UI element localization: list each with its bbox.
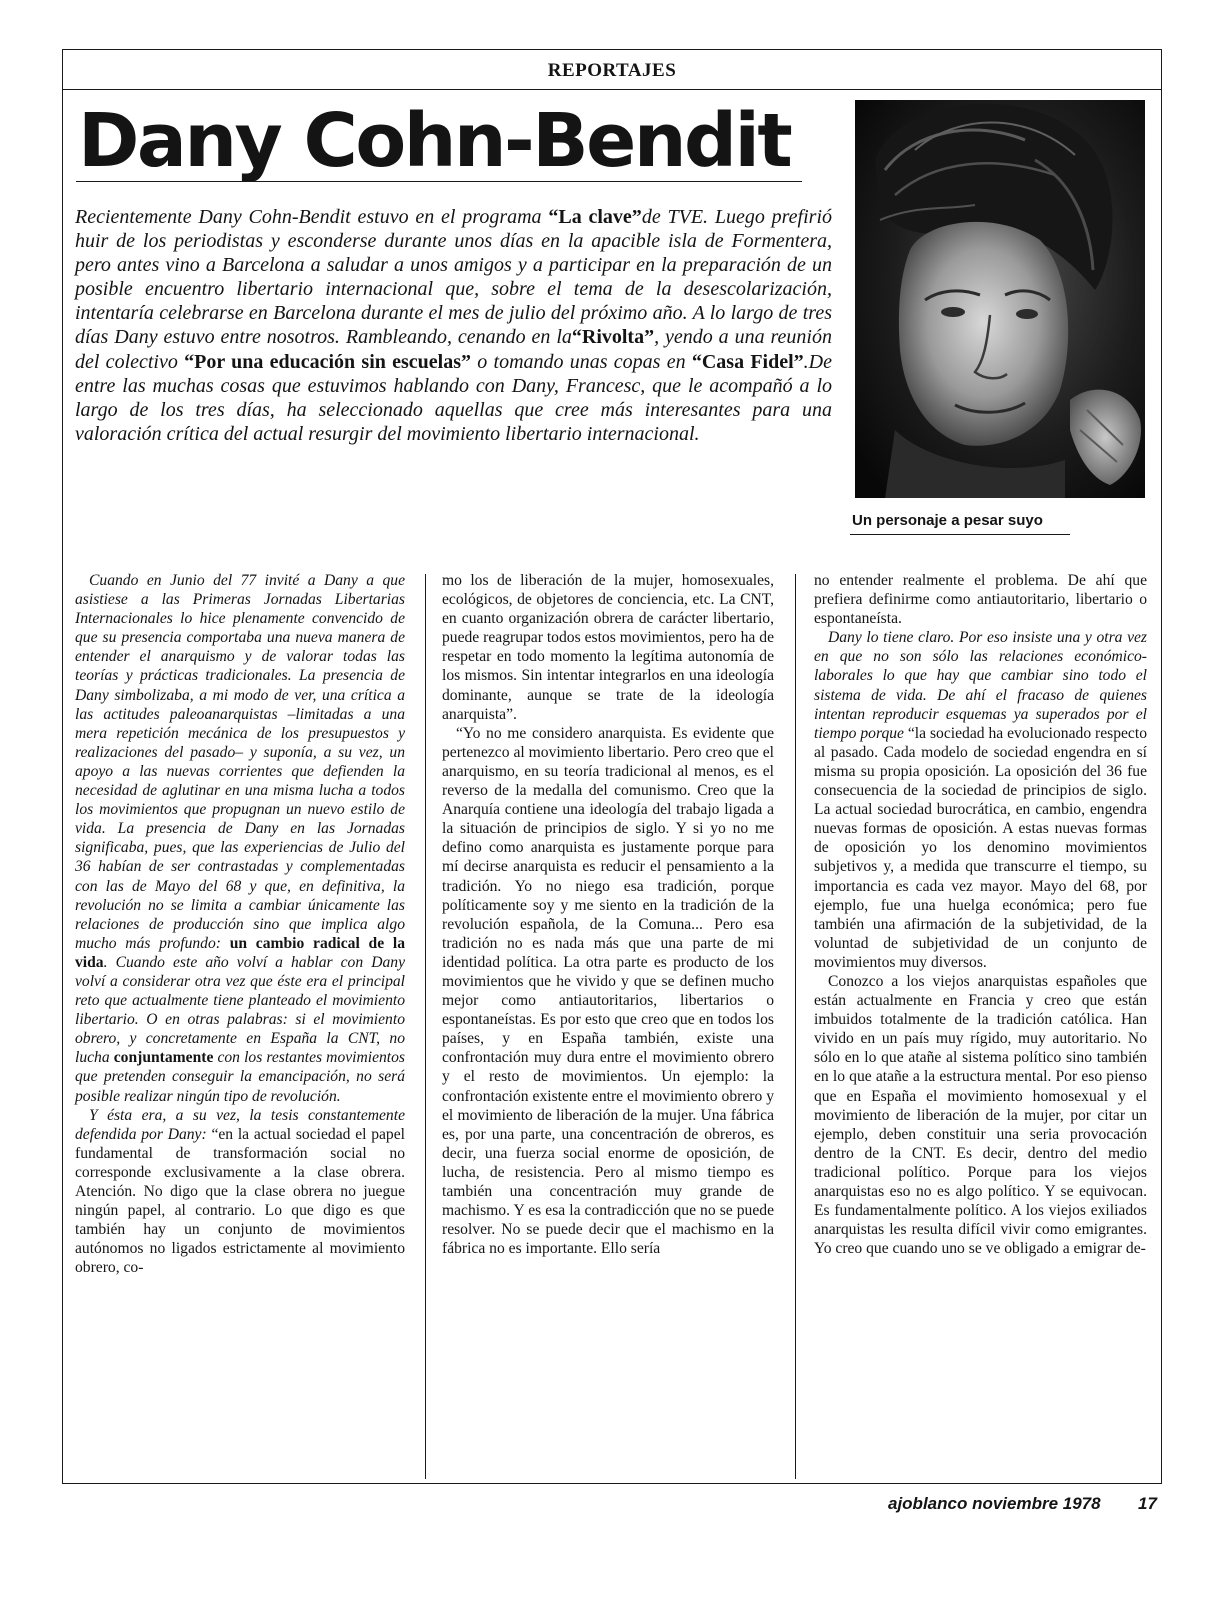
paragraph: Conozco a los viejos anarquistas españoles que están actualmente en Francia y creo que están imbuidos totalmente de la tradición católica. Han vivido en un país muy rígido, muy autoritario. No sólo en lo que atañe al sistema político sino también en lo que atañe a la estructura mental. Por eso pienso que en España el movimiento homosexual y el movimiento de liberación de la mujer, por citar un ejemplo, deben constituir una seria provocación dentro de la CNT. Es decir, dentro del medio tradicional político. Porque para los viejos anarquistas eso no es algo político. Y se equivocan. Es fundamentalmente político. A los viejos exiliados anarquistas les resulta difícil vivir como emigrantes. Yo creo que cuando uno se ve obligado a emigrar de- (814, 972, 1147, 1258)
column-separator (425, 574, 426, 1479)
intro-paragraph: Recientemente Dany Cohn-Bendit estuvo en el programa “La clave”de TVE. Luego prefirió huir de los periodistas y esconderse durante unos días en la apacible isla de Formentera, pero antes vino a Barcelona a saludar a unos amigos y a participar en la preparación de un posible encuentro libertario internacional que, sobre el tema de la desescolarización, intentaría celebrarse en Barcelona durante el mes de julio del próximo año. A lo largo de tres días Dany estuvo entre nosotros. Rambleando, cenando en la“Rivolta”, yendo a una reunión del colectivo “Por una educación sin escuelas” o tomando unas copas en “Casa Fidel”.De entre las muchas cosas que estuvimos hablando con Dany, Francesc, que le acompañó a lo largo de los tres días, ha seleccionado aquellas que cree más interesantes para una valoración crítica del actual resurgir del movimiento libertario internacional. (75, 206, 832, 445)
portrait-photo (855, 100, 1145, 498)
paragraph: Y ésta era, a su vez, la tesis constantemente defendida por Dany: “en la actual sociedad el papel fundamental de transformación social no corresponde exclusivamente a la clase obrera. Atención. No digo que la clase obrera no juegue ningún papel, al contrario. Lo que digo es que también hay un conjunto de movimientos autónomos no ligados estrictamente al movimiento obrero, co- (75, 1106, 405, 1277)
paragraph: “Yo no me considero anarquista. Es evidente que pertenezco al movimiento libertario. Pero creo que el anarquismo, en su teoría tradicional al menos, es el reverso de la medalla del comunismo. Creo que la Anarquía contiene una ideología del trabajo ligada a la situación de principios de siglo. Y si yo no me defino como anarquista es justamente porque para mí decirse anarquista es reducir el pensamiento a la tradición. Yo no niego esa tradición, porque políticamente soy y me siento en la tradición de la revolución española, de la Comuna... Pero esa tradición no es nada más que una parte de mi identidad política. La otra parte es producto de los movimientos que he vivido y que se definen mucho mejor como antiautoritarios, libertarios o espontaneístas. Es por esto que creo que en todos los países, y en España también, existe una confrontación muy dura entre el movimiento obrero y el resto de movimientos. Un ejemplo: la confrontación existente entre el movimiento obrero y el movimiento de liberación de la mujer. Una fábrica es, por una parte, una concentración de obreros, es decir, una fuerza social enorme de oposición, de lucha, de resistencia. Pero al mismo tiempo es también una concentración muy grande de machismo. Y es esa la contradicción que no se puede resolver. No se puede decir que el machismo en la fábrica no es importante. Ello sería (442, 724, 774, 1258)
caption-rule (850, 534, 1070, 535)
article-column-3 (814, 571, 1147, 1258)
headline-rule (76, 181, 802, 182)
section-rule (62, 89, 1162, 90)
paragraph: mo los de liberación de la mujer, homosexuales, ecológicos, de objetores de conciencia, etc. La CNT, en cuanto organización obrera de carácter libertario, puede reagrupar todos estos movimientos, pero ha de respetar en todo momento la legítima autonomía de los mismos. Sin intentar integrarlos en una ideología dominante, aunque se trate de la ideología anarquista”. (442, 572, 774, 723)
page-number: 17 (1138, 1494, 1157, 1513)
portrait-illustration (855, 100, 1145, 498)
section-label: REPORTAJES (547, 60, 677, 81)
publication-footer: ajoblanco noviembre 1978 (888, 1494, 1101, 1513)
paragraph: Dany lo tiene claro. Por eso insiste una y otra vez en que no son sólo las relaciones económico-laborales lo que hay que cambiar sino todo el sistema de vida. De ahí el fracaso de quienes intentan reproducir esquemas ya superados por el tiempo porque “la sociedad ha evolucionado respecto al pasado. Cada modelo de sociedad engendra en sí misma su propia oposición. La oposición del 36 fue consecuencia de la sociedad de principios de siglo. La actual sociedad burocrática, en cambio, engendra nuevas formas de oposición. A estas nuevas formas de oposición yo los denomino movimientos subjetivos y, a medida que transcurre el tiempo, su importancia es cada vez mayor. Mayo del 68, por ejemplo, fue una huelga económica; pero fue también una afirmación de la subjetividad, de la voluntad de subjetividad de un conjunto de movimientos muy diversos. (814, 629, 1147, 971)
headline: Dany Cohn-Bendit (78, 98, 791, 184)
article-column-2 (442, 571, 774, 1258)
paragraph: Cuando en Junio del 77 invité a Dany a que asistiese a las Primeras Jornadas Libertarias Internacionales lo hice plenamente convencido de que su presencia comportaba una nueva manera de entender el anarquismo y de valorar todas las teorías y prácticas tradicionales. La presencia de Dany simbolizaba, a mi modo de ver, una crítica a las actitudes paleoanarquistas –limitadas a una mera repetición mecánica de los presupuestos y realizaciones del pasado– y suponía, a su vez, un apoyo a las nuevas corrientes que defienden la necesidad de aglutinar en una misma lucha a todos los movimientos que propugnan un nuevo estilo de vida. La presencia de Dany en las Jornadas significaba, pues, que las experiencias de Julio del 36 habían de ser contrastadas y complementadas con las de Mayo del 68 y que, en definitiva, la revolución no se limita a cambiar únicamente las relaciones de producción sino que implica algo mucho más profundo: un cambio radical de la vida. Cuando este año volví a hablar con Dany volví a considerar otra vez que éste era el principal reto que actualmente tiene planteado el movimiento libertario. O en otras palabras: si el movimiento obrero, y concretamente en España la CNT, no lucha conjuntamente con los restantes movimientos que pretenden conseguir la emancipación, no será posible realizar ningún tipo de revolución. (75, 572, 406, 1105)
article-column-1 (75, 571, 405, 1277)
photo-caption: Un personaje a pesar suyo (852, 512, 1043, 529)
paragraph: no entender realmente el problema. De ahí que prefiera definirme como antiautoritario, libertario o espontaneísta. (814, 572, 1147, 628)
column-separator (795, 574, 796, 1479)
